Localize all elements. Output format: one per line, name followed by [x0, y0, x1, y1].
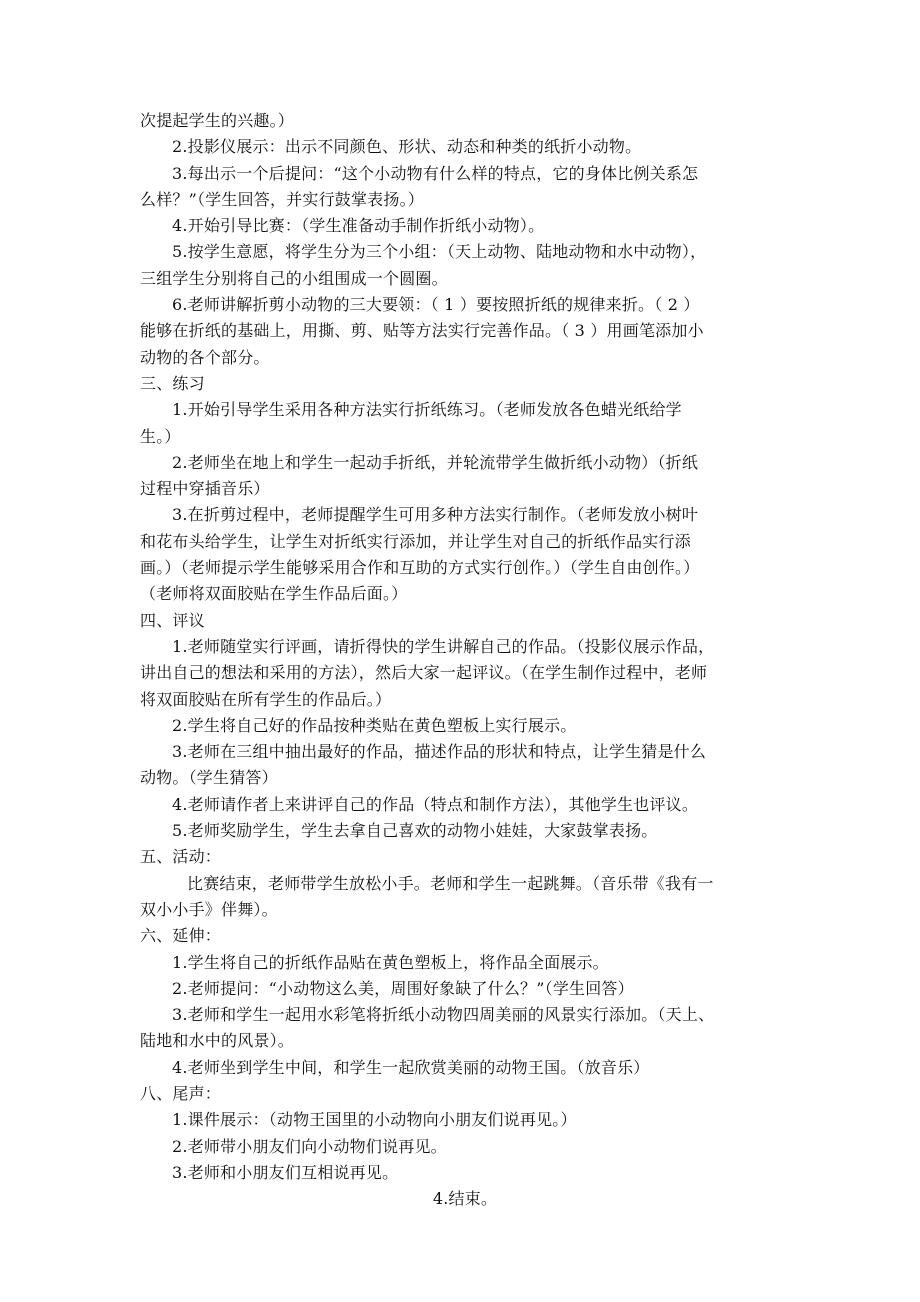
section-heading: 四、评议 [140, 610, 205, 630]
document-page [140, 108, 790, 1212]
text-line: 三组学生分别将自己的小组围成一个圆圈。 [140, 268, 448, 288]
text-line: 6.老师讲解折剪小动物的三大要领：（ 1 ）要按照折纸的规律来折。（ 2 ） [172, 295, 700, 315]
text-line: 3.老师和学生一起用水彩笔将折纸小动物四周美丽的风景实行添加。（天上、 [172, 1005, 715, 1025]
text-line: （老师将双面胶贴在学生作品后面。） [140, 584, 408, 604]
text-line: 1.开始引导学生采用各种方法实行折纸练习。（老师发放各色蜡光纸给学 [172, 400, 682, 420]
section-heading: 六、延伸： [140, 926, 222, 946]
text-line: 能够在折纸的基础上，用撕、剪、贴等方法实行完善作品。（ 3 ）用画笔添加小 [140, 321, 704, 341]
text-line: 动物的各个部分。 [140, 347, 270, 367]
section-heading: 五、活动： [140, 847, 222, 867]
text-line: 2.老师坐在地上和学生一起动手折纸，并轮流带学生做折纸小动物）（折纸 [172, 452, 699, 472]
text-line: 么样？”（学生回答，并实行鼓掌表扬。） [140, 189, 424, 209]
text-line: 1.学生将自己的折纸作品贴在黄色塑板上，将作品全面展示。 [172, 952, 609, 972]
text-line: 1.老师随堂实行评画，请折得快的学生讲解自己的作品。（投影仪展示作品， [172, 636, 715, 656]
text-line: 4.老师请作者上来讲评自己的作品（特点和制作方法），其他学生也评议。 [172, 794, 699, 814]
text-line: 将双面胶贴在所有学生的作品后。） [140, 689, 392, 709]
text-line: 比赛结束，老师带学生放松小手。老师和学生一起跳舞。（音乐带《我有一 [187, 873, 714, 893]
text-line: 3.老师在三组中抽出最好的作品，描述作品的形状和特点，让学生猜是什么 [172, 742, 707, 762]
text-line: 3.每出示一个后提问：“这个小动物有什么样的特点，它的身体比例关系怎 [172, 163, 699, 183]
text-line: 陆地和水中的风景）。 [140, 1031, 295, 1051]
text-line: 次提起学生的兴趣。） [140, 111, 295, 130]
text-line: 2.投影仪展示：出示不同颜色、形状、动态和种类的纸折小动物。 [172, 137, 642, 157]
text-line: 5.老师奖励学生，学生去拿自己喜欢的动物小娃娃，大家鼓掌表扬。 [172, 821, 658, 841]
text-line: 生。） [140, 426, 181, 446]
text-line: 双小小手》伴舞）。 [140, 899, 278, 919]
text-line: 1.课件展示：（动物王国里的小动物向小朋友们说再见。） [172, 1110, 577, 1130]
text-line: 讲出自己的想法和采用的方法），然后大家一起评议。（在学生制作过程中，老师 [140, 663, 708, 683]
section-heading: 八、尾声： [140, 1083, 222, 1103]
text-line: 4.开始引导比赛：（学生准备动手制作折纸小动物）。 [172, 216, 545, 236]
text-line: 2.老师带小朋友们向小动物们说再见。 [172, 1136, 447, 1156]
text-line: 和花布头给学生，让学生对折纸实行添加，并让学生对自己的折纸作品实行添 [140, 531, 691, 551]
text-line: 2.学生将自己好的作品按种类贴在黄色塑板上实行展示。 [172, 715, 577, 735]
text-line: 5.按学生意愿，将学生分为三个小组：（天上动物、陆地动物和水中动物）， [172, 242, 707, 262]
text-line: 4.老师坐到学生中间，和学生一起欣赏美丽的动物王国。（放音乐） [172, 1057, 650, 1077]
text-line: 2.老师提问：“小动物这么美，周围好象缺了什么？”（学生回答） [172, 978, 634, 998]
text-line: 画。）（老师提示学生能够采用合作和互助的方式实行创作。）（学生自由创作。） [140, 558, 700, 578]
text-line: 3.在折剪过程中，老师提醒学生可用多种方法实行制作。（老师发放小树叶 [172, 505, 699, 525]
section-heading: 三、练习 [140, 373, 205, 393]
text-line: 过程中穿插音乐） [140, 479, 270, 499]
text-line: 3.老师和小朋友们互相说再见。 [172, 1162, 399, 1182]
text-line: 4.结束。 [432, 1189, 498, 1209]
text-line: 动物。（学生猜答） [140, 768, 278, 788]
